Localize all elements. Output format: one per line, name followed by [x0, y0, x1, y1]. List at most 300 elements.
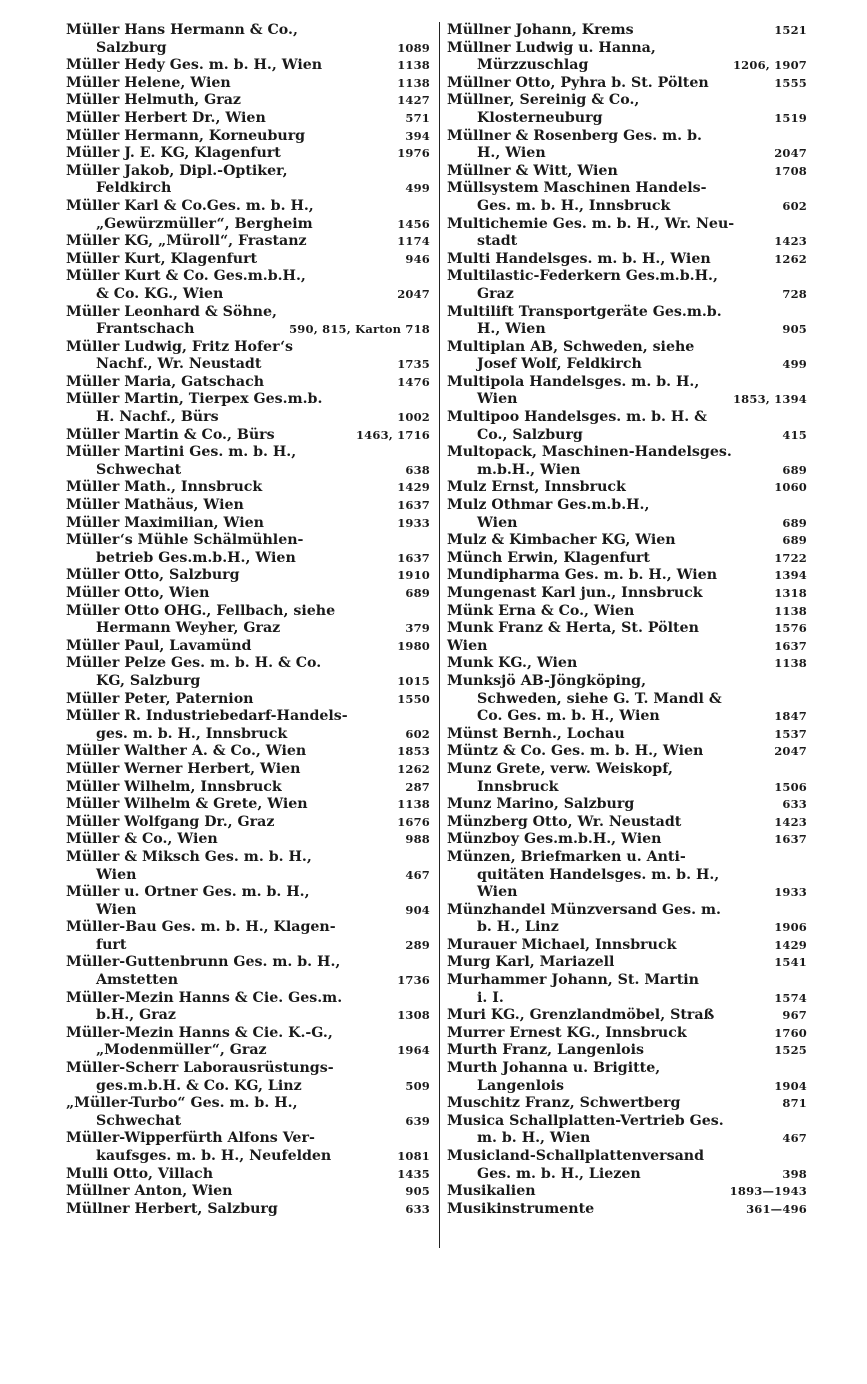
- directory-entry: [66, 761, 430, 779]
- entry-name: Müller Hedy Ges. m. b. H., Wien: [66, 57, 323, 74]
- page-reference: 1637: [774, 638, 807, 653]
- entry-name: Münst Bernh., Lochau: [447, 725, 625, 742]
- entry-name: Mulli Otto, Villach: [66, 1165, 214, 1182]
- entry-name-continuation: furt: [96, 936, 127, 953]
- directory-entry: [66, 1166, 430, 1184]
- entry-name: Müller Walther A. & Co., Wien: [66, 743, 307, 760]
- directory-entry: [66, 251, 430, 269]
- page-reference: 379: [405, 621, 430, 636]
- entry-name: Müller Helene, Wien: [66, 74, 231, 91]
- directory-entry: [66, 515, 430, 533]
- page-reference: 1476: [397, 374, 430, 389]
- page-reference: 415: [782, 427, 807, 442]
- directory-entry: [66, 110, 430, 128]
- entry-name: Multiplan AB, Schweden, siehe: [447, 338, 695, 355]
- page-reference: 467: [782, 1131, 807, 1146]
- entry-name: Munz Grete, verw. Weiskopf,: [447, 760, 673, 777]
- entry-name: Musica Schallplatten-Vertrieb Ges.: [447, 1112, 724, 1129]
- entry-name: Musikalien: [447, 1183, 536, 1200]
- page-reference: 394: [405, 128, 430, 143]
- entry-name: Müllner Ludwig u. Hanna,: [447, 39, 656, 56]
- directory-entry: [447, 655, 807, 673]
- entry-name: Müller Paul, Lavamünd: [66, 637, 252, 654]
- page-reference: 967: [782, 1008, 807, 1023]
- directory-entry: [66, 708, 430, 743]
- directory-entry: [447, 849, 807, 902]
- directory-entry: [447, 937, 807, 955]
- entry-name-continuation: Ges. m. b. H., Liezen: [477, 1165, 641, 1182]
- page-reference: 590, 815, Karton 718: [289, 322, 430, 337]
- entry-name-continuation: Mürzzuschlag: [477, 57, 589, 74]
- page-reference: 1015: [397, 673, 430, 688]
- directory-entry: [66, 1060, 430, 1095]
- entry-name-continuation: i. I.: [477, 989, 504, 1006]
- directory-entry: [447, 567, 807, 585]
- entry-name: Munk KG., Wien: [447, 655, 578, 672]
- page-reference: 905: [405, 1184, 430, 1199]
- entry-name: Mundipharma Ges. m. b. H., Wien: [447, 567, 718, 584]
- left-column: [66, 22, 430, 1218]
- entry-name: Müllner & Rosenberg Ges. m. b.: [447, 127, 702, 144]
- entry-name: Multipoo Handelsges. m. b. H. &: [447, 409, 707, 426]
- entry-name-continuation: Graz: [477, 285, 514, 302]
- page-reference: 361—496: [746, 1201, 807, 1216]
- entry-name: Wien: [447, 637, 488, 654]
- page-reference: 1089: [397, 40, 430, 55]
- entry-name: Muschitz Franz, Schwertberg: [447, 1095, 681, 1112]
- entry-name: Münk Erna & Co., Wien: [447, 602, 635, 619]
- entry-name: Mulz Ernst, Innsbruck: [447, 479, 626, 496]
- directory-entry: [66, 22, 430, 57]
- directory-entry: [66, 603, 430, 638]
- entry-name: Müller KG, „Müroll“, Frastanz: [66, 233, 307, 250]
- entry-name-continuation: Josef Wolf, Feldkirch: [477, 356, 642, 373]
- entry-name: Multipola Handelsges. m. b. H.,: [447, 373, 700, 390]
- page-reference: 2047: [397, 286, 430, 301]
- page-reference: 1138: [774, 603, 807, 618]
- page-reference: 2047: [774, 744, 807, 759]
- page-reference: 602: [782, 198, 807, 213]
- page-reference: 1519: [774, 110, 807, 125]
- directory-entry: [66, 585, 430, 603]
- directory-entry: [66, 1025, 430, 1060]
- directory-entry: [66, 198, 430, 233]
- page-reference: 639: [405, 1113, 430, 1128]
- page-reference: 1637: [397, 550, 430, 565]
- directory-entry: [66, 92, 430, 110]
- page-reference: 1308: [397, 1008, 430, 1023]
- entry-name: Müller Otto, Salzburg: [66, 567, 240, 584]
- page-reference: 499: [405, 181, 430, 196]
- page-reference: 1708: [774, 163, 807, 178]
- page-reference: 1525: [774, 1043, 807, 1058]
- entry-name: Müller Karl & Co.Ges. m. b. H.,: [66, 197, 314, 214]
- entry-name: Müllsystem Maschinen Handels-: [447, 180, 707, 197]
- page-reference: 1910: [397, 568, 430, 583]
- entry-name: Müller-Wipperfürth Alfons Ver-: [66, 1130, 315, 1147]
- page-reference: 1427: [397, 93, 430, 108]
- page-reference: 289: [405, 937, 430, 952]
- entry-name: Munz Marino, Salzburg: [447, 796, 635, 813]
- page-reference: 1456: [397, 216, 430, 231]
- directory-entry: [447, 251, 807, 269]
- entry-name: Müller Ludwig, Fritz Hofer‘s: [66, 338, 294, 355]
- directory-entry: [66, 444, 430, 479]
- page-reference: 1933: [397, 515, 430, 530]
- entry-name: Munk Franz & Herta, St. Pölten: [447, 620, 699, 637]
- directory-entry: [447, 1042, 807, 1060]
- directory-entry: [66, 655, 430, 690]
- entry-name: Müller Otto OHG., Fellbach, siehe: [66, 602, 336, 619]
- entry-name: Müller Martini Ges. m. b. H.,: [66, 444, 297, 461]
- directory-entry: [447, 831, 807, 849]
- page-reference: 1541: [774, 955, 807, 970]
- page-reference: 1980: [397, 638, 430, 653]
- directory-entry: [66, 638, 430, 656]
- entry-name: Müllner Johann, Krems: [447, 22, 634, 38]
- entry-name-continuation: Ges. m. b. H., Innsbruck: [477, 197, 671, 214]
- directory-entry: [447, 972, 807, 1007]
- entry-name-continuation: b. H., Linz: [477, 919, 559, 936]
- page-reference: 1853: [397, 744, 430, 759]
- page-reference: 1318: [774, 586, 807, 600]
- directory-entry: [66, 268, 430, 303]
- directory-entry: [447, 1060, 807, 1095]
- directory-entry: [66, 954, 430, 989]
- directory-entry: [447, 1201, 807, 1219]
- entry-name-continuation: m. b. H., Wien: [477, 1130, 591, 1147]
- entry-name: Müller Maria, Gatschach: [66, 373, 265, 390]
- directory-entry: [447, 1148, 807, 1183]
- directory-entry: [66, 57, 430, 75]
- entry-name-continuation: Wien: [96, 866, 137, 883]
- page-reference: 1637: [774, 832, 807, 847]
- directory-entry: [66, 497, 430, 515]
- directory-entry: [447, 180, 807, 215]
- entry-name: Mungenast Karl jun., Innsbruck: [447, 585, 703, 601]
- directory-entry: [66, 919, 430, 954]
- entry-name: Müller Leonhard & Söhne,: [66, 303, 277, 320]
- entry-name-continuation: Salzburg: [96, 39, 167, 56]
- entry-name: Murrer Ernest KG., Innsbruck: [447, 1024, 687, 1041]
- entry-name: Müller J. E. KG, Klagenfurt: [66, 145, 281, 162]
- directory-entry: [447, 409, 807, 444]
- page-reference: 1262: [397, 761, 430, 776]
- page-reference: 904: [405, 902, 430, 917]
- page-reference: 499: [782, 357, 807, 372]
- directory-entry: [447, 1183, 807, 1201]
- page-reference: 1964: [397, 1043, 430, 1058]
- entry-name: Müller Werner Herbert, Wien: [66, 760, 301, 777]
- entry-name: Müller-Guttenbrunn Ges. m. b. H.,: [66, 954, 341, 971]
- directory-entry: [447, 163, 807, 181]
- entry-name: Müller-Mezin Hanns & Cie. K.-G.,: [66, 1024, 333, 1041]
- directory-entry: [447, 22, 807, 40]
- page-reference: 1722: [774, 550, 807, 565]
- directory-entry: [66, 427, 430, 445]
- directory-entry: [447, 532, 807, 550]
- entry-name: Müller Jakob, Dipl.-Optiker,: [66, 162, 288, 179]
- entry-name: Multopack, Maschinen-Handelsges.: [447, 444, 732, 461]
- page-reference: 1394: [774, 568, 807, 583]
- entry-name: Müller-Mezin Hanns & Cie. Ges.m.: [66, 989, 343, 1006]
- directory-entry: [66, 128, 430, 146]
- entry-name: Müller Wilhelm & Grete, Wien: [66, 796, 308, 813]
- directory-entry: [66, 779, 430, 797]
- entry-name: Müller u. Ortner Ges. m. b. H.,: [66, 884, 310, 901]
- entry-name-continuation: Co. Ges. m. b. H., Wien: [477, 708, 660, 725]
- directory-entry: [66, 849, 430, 884]
- page-reference: 1676: [397, 814, 430, 829]
- page-reference: 689: [405, 586, 430, 600]
- directory-entry: [66, 814, 430, 832]
- entry-name: Musicland-Schallplattenversand: [447, 1148, 705, 1164]
- entry-name-continuation: Nachf., Wr. Neustadt: [96, 356, 262, 373]
- directory-entry: [66, 145, 430, 163]
- entry-name: Müller Helmuth, Graz: [66, 92, 241, 109]
- directory-entry: [447, 268, 807, 303]
- entry-name-continuation: Hermann Weyher, Graz: [96, 620, 281, 637]
- entry-name-continuation: KG, Salzburg: [96, 672, 201, 689]
- entry-name-continuation: Frantschach: [96, 321, 195, 338]
- directory-entry: [66, 691, 430, 709]
- entry-name: Multichemie Ges. m. b. H., Wr. Neu-: [447, 215, 735, 232]
- directory-entry: [447, 216, 807, 251]
- directory-entry: [66, 304, 430, 339]
- page-reference: 1637: [397, 498, 430, 513]
- page-reference: 1853, 1394: [732, 392, 807, 407]
- page-reference: 905: [782, 322, 807, 337]
- entry-name-continuation: & Co. KG., Wien: [96, 285, 224, 302]
- directory-entry: [447, 620, 807, 638]
- entry-name-continuation: b.H., Graz: [96, 1007, 176, 1024]
- page-reference: 1138: [397, 797, 430, 812]
- directory-entry: [447, 339, 807, 374]
- entry-name: Münzberg Otto, Wr. Neustadt: [447, 813, 682, 830]
- entry-name: Müller Otto, Wien: [66, 585, 210, 601]
- page-reference: 2047: [774, 146, 807, 161]
- page-reference: 871: [782, 1096, 807, 1111]
- entry-name-continuation: betrieb Ges.m.b.H., Wien: [96, 549, 296, 566]
- entry-name: Müntz & Co. Ges. m. b. H., Wien: [447, 743, 704, 760]
- column-divider: [439, 22, 440, 1248]
- entry-name-continuation: H. Nachf., Bürs: [96, 409, 219, 426]
- entry-name: Müller-Scherr Laborausrüstungs-: [66, 1060, 334, 1077]
- directory-entry: [447, 814, 807, 832]
- entry-name: Murth Franz, Langenlois: [447, 1042, 645, 1059]
- directory-entry: [447, 585, 807, 603]
- entry-name-continuation: Wien: [477, 391, 518, 408]
- entry-name: Murauer Michael, Innsbruck: [447, 936, 677, 953]
- page-reference: 638: [405, 462, 430, 477]
- page-reference: 633: [782, 797, 807, 812]
- page-reference: 287: [405, 779, 430, 794]
- entry-name-continuation: H., Wien: [477, 321, 546, 338]
- entry-name: Müller & Co., Wien: [66, 831, 218, 848]
- directory-entry: [447, 75, 807, 93]
- directory-entry: [447, 550, 807, 568]
- directory-entry: [447, 374, 807, 409]
- directory-entry: [66, 884, 430, 919]
- entry-name: Mulz Othmar Ges.m.b.H.,: [447, 497, 650, 514]
- page-reference: 1904: [774, 1078, 807, 1093]
- page-reference: 602: [405, 726, 430, 741]
- entry-name-continuation: Wien: [96, 901, 137, 918]
- entry-name-continuation: Innsbruck: [477, 778, 559, 795]
- directory-entry: [447, 638, 807, 656]
- directory-entry: [447, 954, 807, 972]
- entry-name: Murhammer Johann, St. Martin: [447, 972, 699, 989]
- page-reference: 946: [405, 251, 430, 266]
- page-reference: 1555: [774, 75, 807, 90]
- directory-entry: [447, 1095, 807, 1113]
- page-reference: 1893—1943: [729, 1184, 807, 1199]
- page-reference: 633: [405, 1201, 430, 1216]
- directory-entry: [66, 233, 430, 251]
- directory-entry: [66, 479, 430, 497]
- page-reference: 1760: [774, 1025, 807, 1040]
- directory-entry: [66, 1183, 430, 1201]
- page-reference: 689: [782, 515, 807, 530]
- entry-name-continuation: ges. m. b. H., Innsbruck: [96, 725, 288, 742]
- directory-entry: [447, 796, 807, 814]
- directory-entry: [447, 902, 807, 937]
- entry-name-continuation: Feldkirch: [96, 180, 172, 197]
- entry-name: Müller R. Industriebedarf-Handels-: [66, 708, 348, 725]
- page-reference: 1976: [397, 146, 430, 161]
- entry-name: Müller Kurt & Co. Ges.m.b.H.,: [66, 268, 306, 285]
- page-reference: 1138: [774, 656, 807, 671]
- page-reference: 1574: [774, 990, 807, 1005]
- directory-entry: [66, 1095, 430, 1130]
- directory-entry: [66, 163, 430, 198]
- entry-name: Müller Math., Innsbruck: [66, 479, 263, 496]
- directory-entry: [447, 479, 807, 497]
- page-reference: 1429: [397, 480, 430, 495]
- page-reference: 1081: [397, 1149, 430, 1163]
- directory-entry: [447, 1113, 807, 1148]
- page-reference: 398: [782, 1166, 807, 1181]
- entry-name-continuation: kaufsges. m. b. H., Neufelden: [96, 1148, 332, 1164]
- directory-entry: [447, 1007, 807, 1025]
- page-reference: 728: [782, 286, 807, 301]
- entry-name: Musikinstrumente: [447, 1200, 595, 1217]
- entry-name-continuation: „Gewürzmüller“, Bergheim: [96, 215, 313, 232]
- entry-name: Müller Wilhelm, Innsbruck: [66, 778, 282, 795]
- entry-name-continuation: ges.m.b.H. & Co. KG, Linz: [96, 1077, 302, 1094]
- entry-name-continuation: Schweden, siehe G. T. Mandl &: [477, 690, 722, 707]
- entry-name: Mulz & Kimbacher KG, Wien: [447, 532, 676, 549]
- directory-entry: [447, 497, 807, 532]
- page-reference: 1138: [397, 75, 430, 90]
- entry-name-continuation: Klosterneuburg: [477, 109, 603, 126]
- entry-name-continuation: Wien: [477, 514, 518, 531]
- directory-entry: [66, 75, 430, 93]
- page-reference: 1429: [774, 937, 807, 952]
- entry-name: Murg Karl, Mariazell: [447, 954, 615, 971]
- entry-name: Müller Peter, Paternion: [66, 690, 254, 707]
- directory-entry: [447, 444, 807, 479]
- page-reference: 1262: [774, 251, 807, 266]
- page-reference: 1933: [774, 885, 807, 900]
- entry-name: Müller Herbert Dr., Wien: [66, 109, 266, 126]
- directory-entry: [66, 743, 430, 761]
- page-reference: 509: [405, 1078, 430, 1093]
- entry-name-continuation: Co., Salzburg: [477, 426, 583, 443]
- entry-name: Multi Handelsges. m. b. H., Wien: [447, 250, 711, 267]
- entry-name: Müller Maximilian, Wien: [66, 514, 264, 531]
- page-reference: 689: [782, 462, 807, 477]
- entry-name: Müller Pelze Ges. m. b. H. & Co.: [66, 655, 322, 672]
- page-reference: 1206, 1907: [732, 58, 807, 73]
- page-reference: 1906: [774, 920, 807, 935]
- page-reference: 1435: [397, 1166, 430, 1181]
- entry-name: Müllner & Witt, Wien: [447, 162, 618, 179]
- entry-name-continuation: Wien: [477, 884, 518, 901]
- directory-entry: [66, 1201, 430, 1219]
- page-reference: 1423: [774, 814, 807, 829]
- entry-name: Müllner, Sereinig & Co.,: [447, 92, 640, 109]
- entry-name: Müllner Anton, Wien: [66, 1183, 233, 1200]
- page-reference: 1506: [774, 779, 807, 794]
- directory-entry: [447, 726, 807, 744]
- entry-name-continuation: „Modenmüller“, Graz: [96, 1042, 267, 1059]
- entry-name: Müller Mathäus, Wien: [66, 497, 244, 514]
- directory-entry: [66, 391, 430, 426]
- right-column: [447, 22, 807, 1218]
- directory-entry: [66, 532, 430, 567]
- entry-name-continuation: H., Wien: [477, 145, 546, 162]
- directory-entry: [66, 796, 430, 814]
- entry-name: Münzboy Ges.m.b.H., Wien: [447, 831, 662, 848]
- directory-entry: [447, 304, 807, 339]
- page-reference: 1138: [397, 58, 430, 73]
- page-reference: 1002: [397, 410, 430, 425]
- entry-name: Münzen, Briefmarken u. Anti-: [447, 848, 686, 865]
- directory-entry: [447, 743, 807, 761]
- entry-name: Münzhandel Münzversand Ges. m.: [447, 901, 721, 918]
- entry-name: „Müller-Turbo“ Ges. m. b. H.,: [66, 1095, 298, 1112]
- page-reference: 571: [405, 110, 430, 125]
- page-reference: 1537: [774, 726, 807, 741]
- entry-name: Muri KG., Grenzlandmöbel, Straß: [447, 1007, 715, 1024]
- page-reference: 1576: [774, 621, 807, 636]
- entry-name-continuation: Schwechat: [96, 1112, 182, 1129]
- entry-name: Münch Erwin, Klagenfurt: [447, 549, 650, 566]
- directory-entry: [66, 374, 430, 392]
- page-reference: 1463, 1716: [355, 427, 430, 442]
- entry-name-continuation: Amstetten: [96, 972, 179, 989]
- entry-name: Müllner Herbert, Salzburg: [66, 1200, 278, 1217]
- directory-entry: [447, 128, 807, 163]
- entry-name: Müller Martin & Co., Bürs: [66, 426, 275, 443]
- directory-entry: [66, 990, 430, 1025]
- entry-name-continuation: stadt: [477, 233, 518, 250]
- entry-name: Murth Johanna u. Brigitte,: [447, 1060, 661, 1077]
- entry-name: Multilift Transportgeräte Ges.m.b.: [447, 303, 722, 320]
- entry-name: Müller‘s Mühle Schälmühlen-: [66, 532, 304, 549]
- entry-name: Multilastic-Federkern Ges.m.b.H.,: [447, 268, 718, 285]
- page-reference: 988: [405, 832, 430, 847]
- directory-entry: [447, 673, 807, 726]
- entry-name: Müller-Bau Ges. m. b. H., Klagen-: [66, 919, 336, 936]
- page-reference: 689: [782, 533, 807, 548]
- page-reference: 1736: [397, 973, 430, 988]
- entry-name: Müller Hans Hermann & Co.,: [66, 22, 298, 38]
- entry-name: Müller Wolfgang Dr., Graz: [66, 813, 275, 830]
- entry-name: Müller Martin, Tierpex Ges.m.b.: [66, 391, 323, 408]
- directory-entry: [66, 567, 430, 585]
